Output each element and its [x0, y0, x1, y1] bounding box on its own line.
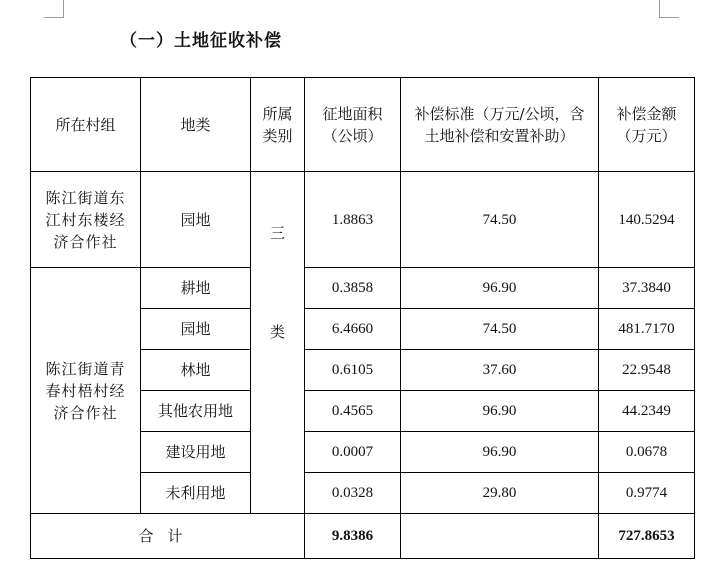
table-row: [31, 268, 695, 309]
standard-cell: 74.50: [401, 309, 599, 350]
header-village: 所在村组: [31, 78, 141, 172]
crop-mark-left-vertical: [63, 0, 64, 17]
area-cell: 0.3858: [305, 268, 401, 309]
area-cell: 0.0328: [305, 473, 401, 514]
amount-cell: 22.9548: [599, 350, 695, 391]
area-cell: 1.8863: [305, 172, 401, 268]
village-cell: 陈江街道青春村梧村经济合作社: [31, 268, 141, 514]
land-type-cell: 未利用地: [141, 473, 251, 514]
land-type-cell: 林地: [141, 350, 251, 391]
category-char-2: 类: [269, 323, 285, 341]
area-cell: 0.4565: [305, 391, 401, 432]
total-area: 9.8386: [305, 514, 401, 559]
header-amount: 补偿金额（万元）: [599, 78, 695, 172]
header-land-type: 地类: [141, 78, 251, 172]
total-amount: 727.8653: [599, 514, 695, 559]
amount-cell: 0.9774: [599, 473, 695, 514]
standard-cell: 96.90: [401, 391, 599, 432]
area-cell: 6.4660: [305, 309, 401, 350]
crop-mark-right-horizontal: [659, 17, 679, 18]
land-type-cell: 园地: [141, 172, 251, 268]
amount-cell: 140.5294: [599, 172, 695, 268]
land-type-cell: 建设用地: [141, 432, 251, 473]
area-cell: 0.0007: [305, 432, 401, 473]
standard-cell: 96.90: [401, 268, 599, 309]
land-type-cell: 其他农用地: [141, 391, 251, 432]
crop-mark-right-vertical: [659, 0, 660, 17]
area-cell: 0.6105: [305, 350, 401, 391]
total-standard-empty: [401, 514, 599, 559]
amount-cell: 481.7170: [599, 309, 695, 350]
amount-cell: 37.3840: [599, 268, 695, 309]
category-cell: [251, 172, 305, 514]
section-title: （一）土地征收补偿: [120, 31, 282, 51]
amount-cell: 44.2349: [599, 391, 695, 432]
crop-mark-left-horizontal: [44, 17, 64, 18]
compensation-table: [30, 77, 695, 559]
table-row: [31, 172, 695, 268]
total-label: 合计: [31, 514, 305, 559]
standard-cell: 37.60: [401, 350, 599, 391]
header-standard: 补偿标准（万元/公顷，含土地补偿和安置补助）: [401, 78, 599, 172]
header-row: [31, 78, 695, 172]
standard-cell: 74.50: [401, 172, 599, 268]
standard-cell: 29.80: [401, 473, 599, 514]
amount-cell: 0.0678: [599, 432, 695, 473]
land-type-cell: 耕地: [141, 268, 251, 309]
village-cell: 陈江街道东江村东楼经济合作社: [31, 172, 141, 268]
header-area: 征地面积（公顷）: [305, 78, 401, 172]
total-row: [31, 514, 695, 559]
category-char-1: 三: [269, 224, 285, 242]
header-category: 所属类别: [251, 78, 305, 172]
land-type-cell: 园地: [141, 309, 251, 350]
standard-cell: 96.90: [401, 432, 599, 473]
